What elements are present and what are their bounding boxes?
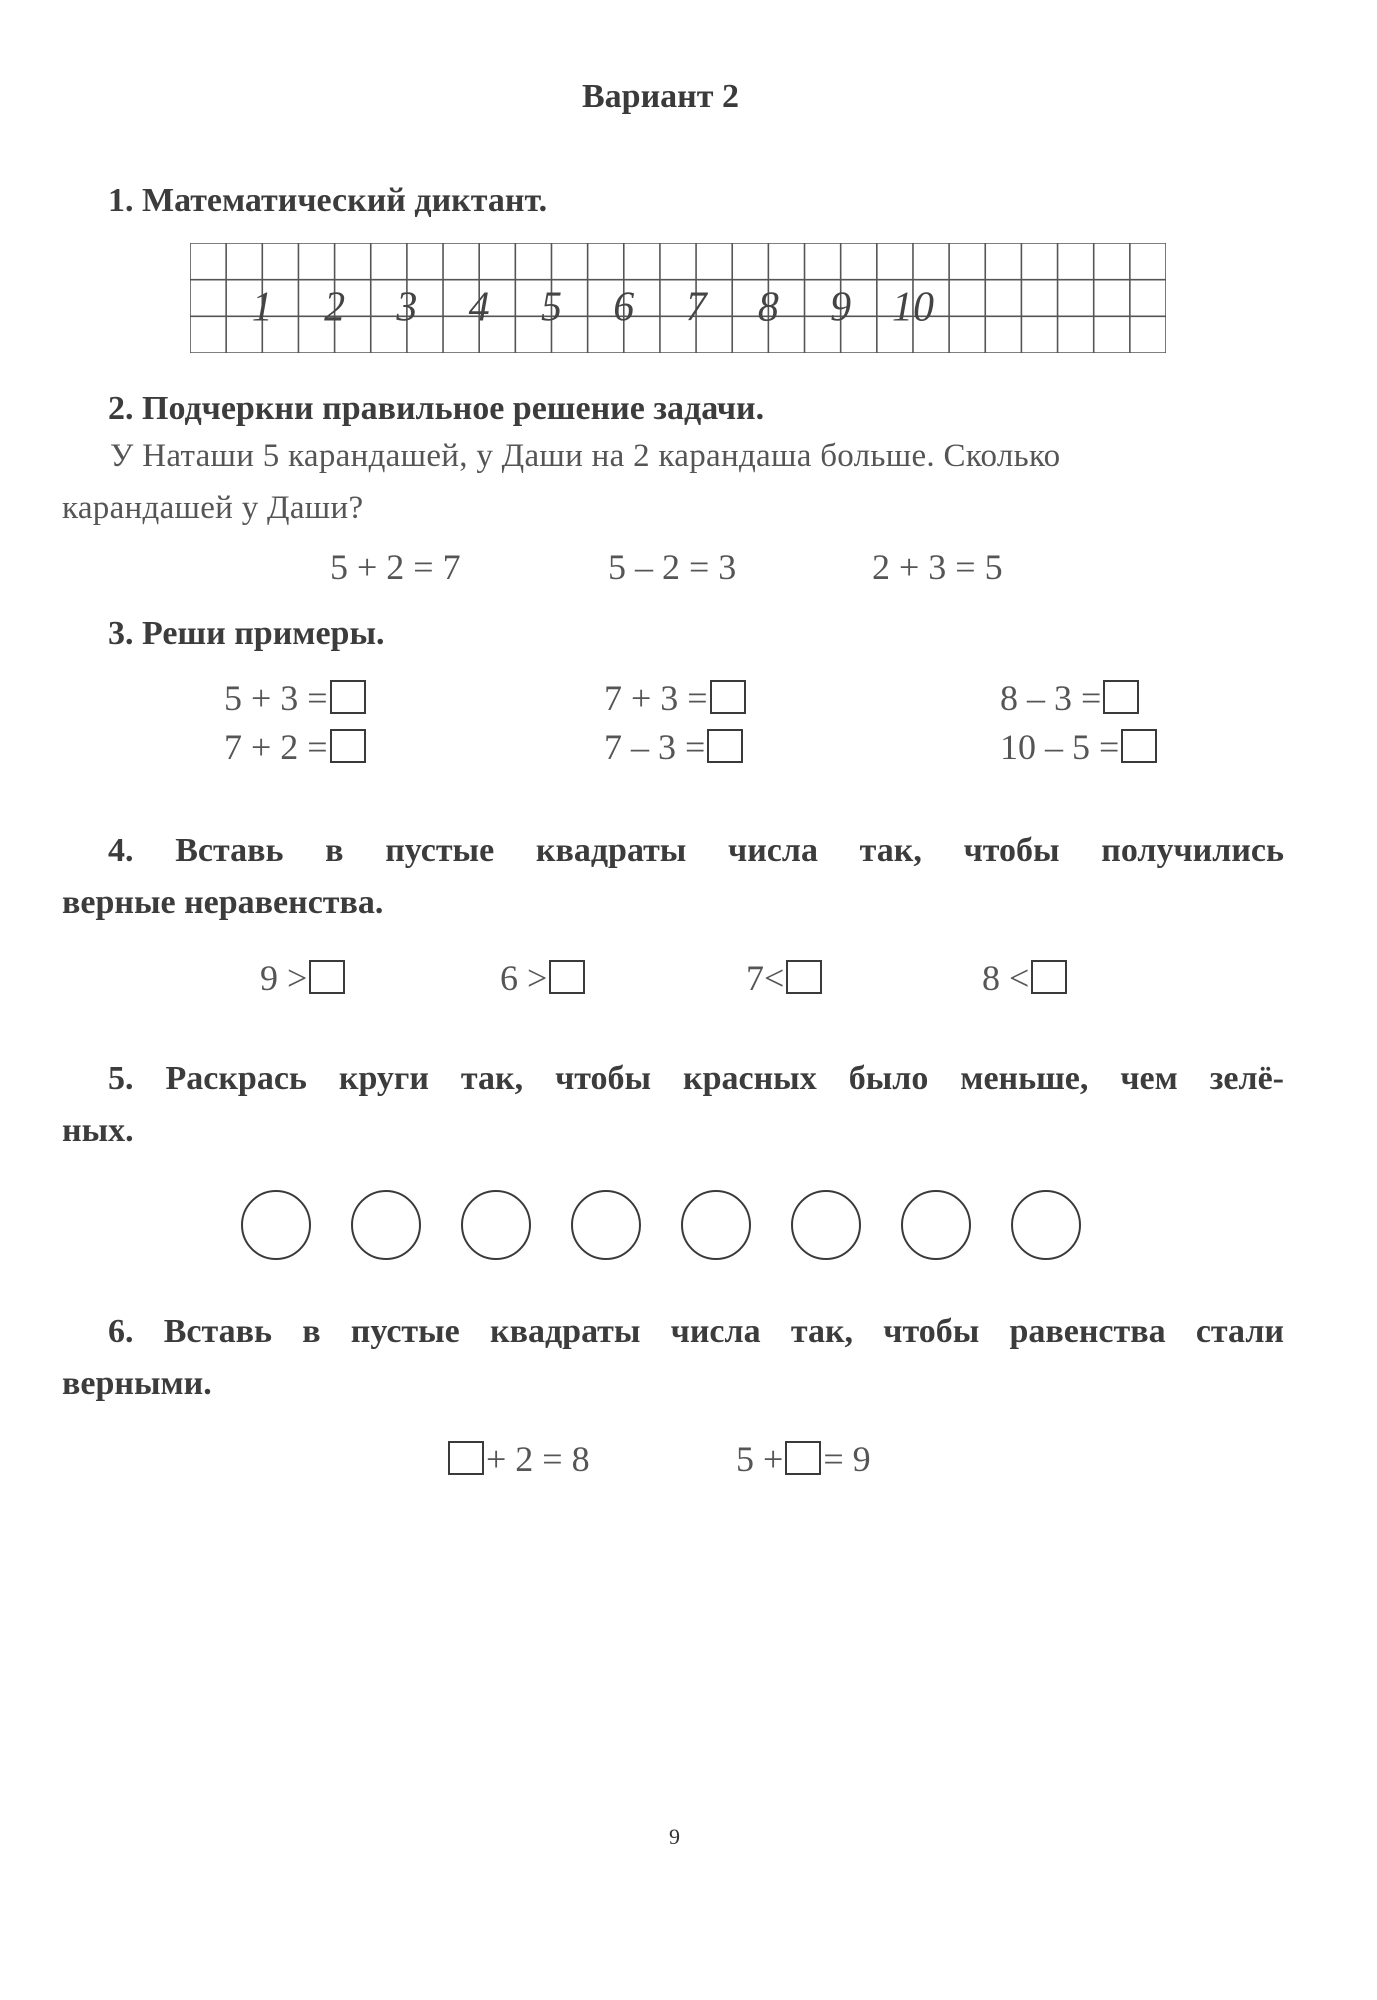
example-text: 7 + 3 =	[604, 678, 708, 718]
task1-heading: 1. Математический диктант.	[108, 182, 548, 219]
dictation-number: 6	[613, 284, 635, 331]
task3-example-1	[224, 677, 368, 719]
circle-2[interactable]	[351, 1190, 421, 1260]
dictation-number: 2	[324, 284, 346, 331]
task5-heading-line1: 5. Раскрась круги так, чтобы красных было меньше, чем зелё-	[108, 1060, 1284, 1097]
dictation-number: 10	[891, 284, 934, 331]
answer-box[interactable]	[1031, 960, 1067, 994]
equation-text: + 2 = 8	[486, 1439, 590, 1479]
task4-item-3	[746, 957, 824, 999]
task3-example-3	[1000, 677, 1141, 719]
task2-text-line2: карандашей у Даши?	[62, 490, 364, 526]
task2-option-1[interactable]: 5 + 2 = 7	[330, 547, 461, 587]
answer-box[interactable]	[309, 960, 345, 994]
circle-7[interactable]	[901, 1190, 971, 1260]
answer-box[interactable]	[707, 729, 743, 763]
task2-option-2[interactable]: 5 – 2 = 3	[608, 547, 737, 587]
task6-heading-line1: 6. Вставь в пустые квадраты числа так, чтобы равенства стали	[108, 1313, 1284, 1350]
dictation-number: 9	[830, 284, 852, 331]
dictation-grid	[190, 243, 1166, 353]
equation-text: = 9	[823, 1439, 871, 1479]
example-text: 7 + 2 =	[224, 727, 328, 767]
example-text: 8 – 3 =	[1000, 678, 1102, 718]
dictation-number: 3	[396, 284, 418, 331]
task6-equation-2	[736, 1438, 871, 1480]
inequality-text: 7<	[746, 958, 785, 998]
task4-heading-line1: 4. Вставь в пустые квадраты числа так, чтобы получились	[108, 832, 1284, 869]
task6-equation-1	[446, 1438, 590, 1480]
task6-heading-line2: верными.	[62, 1365, 212, 1402]
answer-box[interactable]	[448, 1441, 484, 1475]
dictation-number: 1	[251, 284, 273, 331]
answer-box[interactable]	[1121, 729, 1157, 763]
circle-1[interactable]	[241, 1190, 311, 1260]
inequality-text: 8 <	[982, 958, 1030, 998]
task3-example-5	[604, 726, 745, 768]
task4-heading-line2: верные неравенства.	[62, 884, 384, 921]
answer-box[interactable]	[330, 680, 366, 714]
task3-heading: 3. Реши примеры.	[108, 615, 385, 652]
task4-item-1	[260, 957, 347, 999]
task2-heading: 2. Подчеркни правильное решение задачи.	[108, 390, 765, 427]
page-title: Вариант 2	[582, 78, 739, 115]
inequality-text: 9 >	[260, 958, 308, 998]
answer-box[interactable]	[785, 1441, 821, 1475]
dictation-number: 4	[468, 284, 490, 331]
equation-text: 5 +	[736, 1439, 784, 1479]
example-text: 5 + 3 =	[224, 678, 328, 718]
circle-5[interactable]	[681, 1190, 751, 1260]
example-text: 7 – 3 =	[604, 727, 706, 767]
inequality-text: 6 >	[500, 958, 548, 998]
answer-box[interactable]	[330, 729, 366, 763]
task2-text-line1: У Наташи 5 карандашей, у Даши на 2 карандаша больше. Сколько	[110, 438, 1061, 474]
task5-heading-line2: ных.	[62, 1112, 134, 1149]
answer-box[interactable]	[549, 960, 585, 994]
circle-3[interactable]	[461, 1190, 531, 1260]
task4-item-2	[500, 957, 587, 999]
answer-box[interactable]	[786, 960, 822, 994]
dictation-number: 5	[540, 284, 562, 331]
task2-option-3[interactable]: 2 + 3 = 5	[872, 547, 1003, 587]
example-text: 10 – 5 =	[1000, 727, 1120, 767]
answer-box[interactable]	[710, 680, 746, 714]
page-number: 9	[669, 1824, 680, 1849]
task3-example-6	[1000, 726, 1159, 768]
circle-6[interactable]	[791, 1190, 861, 1260]
circle-4[interactable]	[571, 1190, 641, 1260]
dictation-number: 7	[685, 284, 707, 331]
dictation-number: 8	[757, 284, 779, 331]
task4-item-4	[982, 957, 1069, 999]
task3-example-2	[604, 677, 748, 719]
answer-box[interactable]	[1103, 680, 1139, 714]
circle-8[interactable]	[1011, 1190, 1081, 1260]
task3-example-4	[224, 726, 368, 768]
